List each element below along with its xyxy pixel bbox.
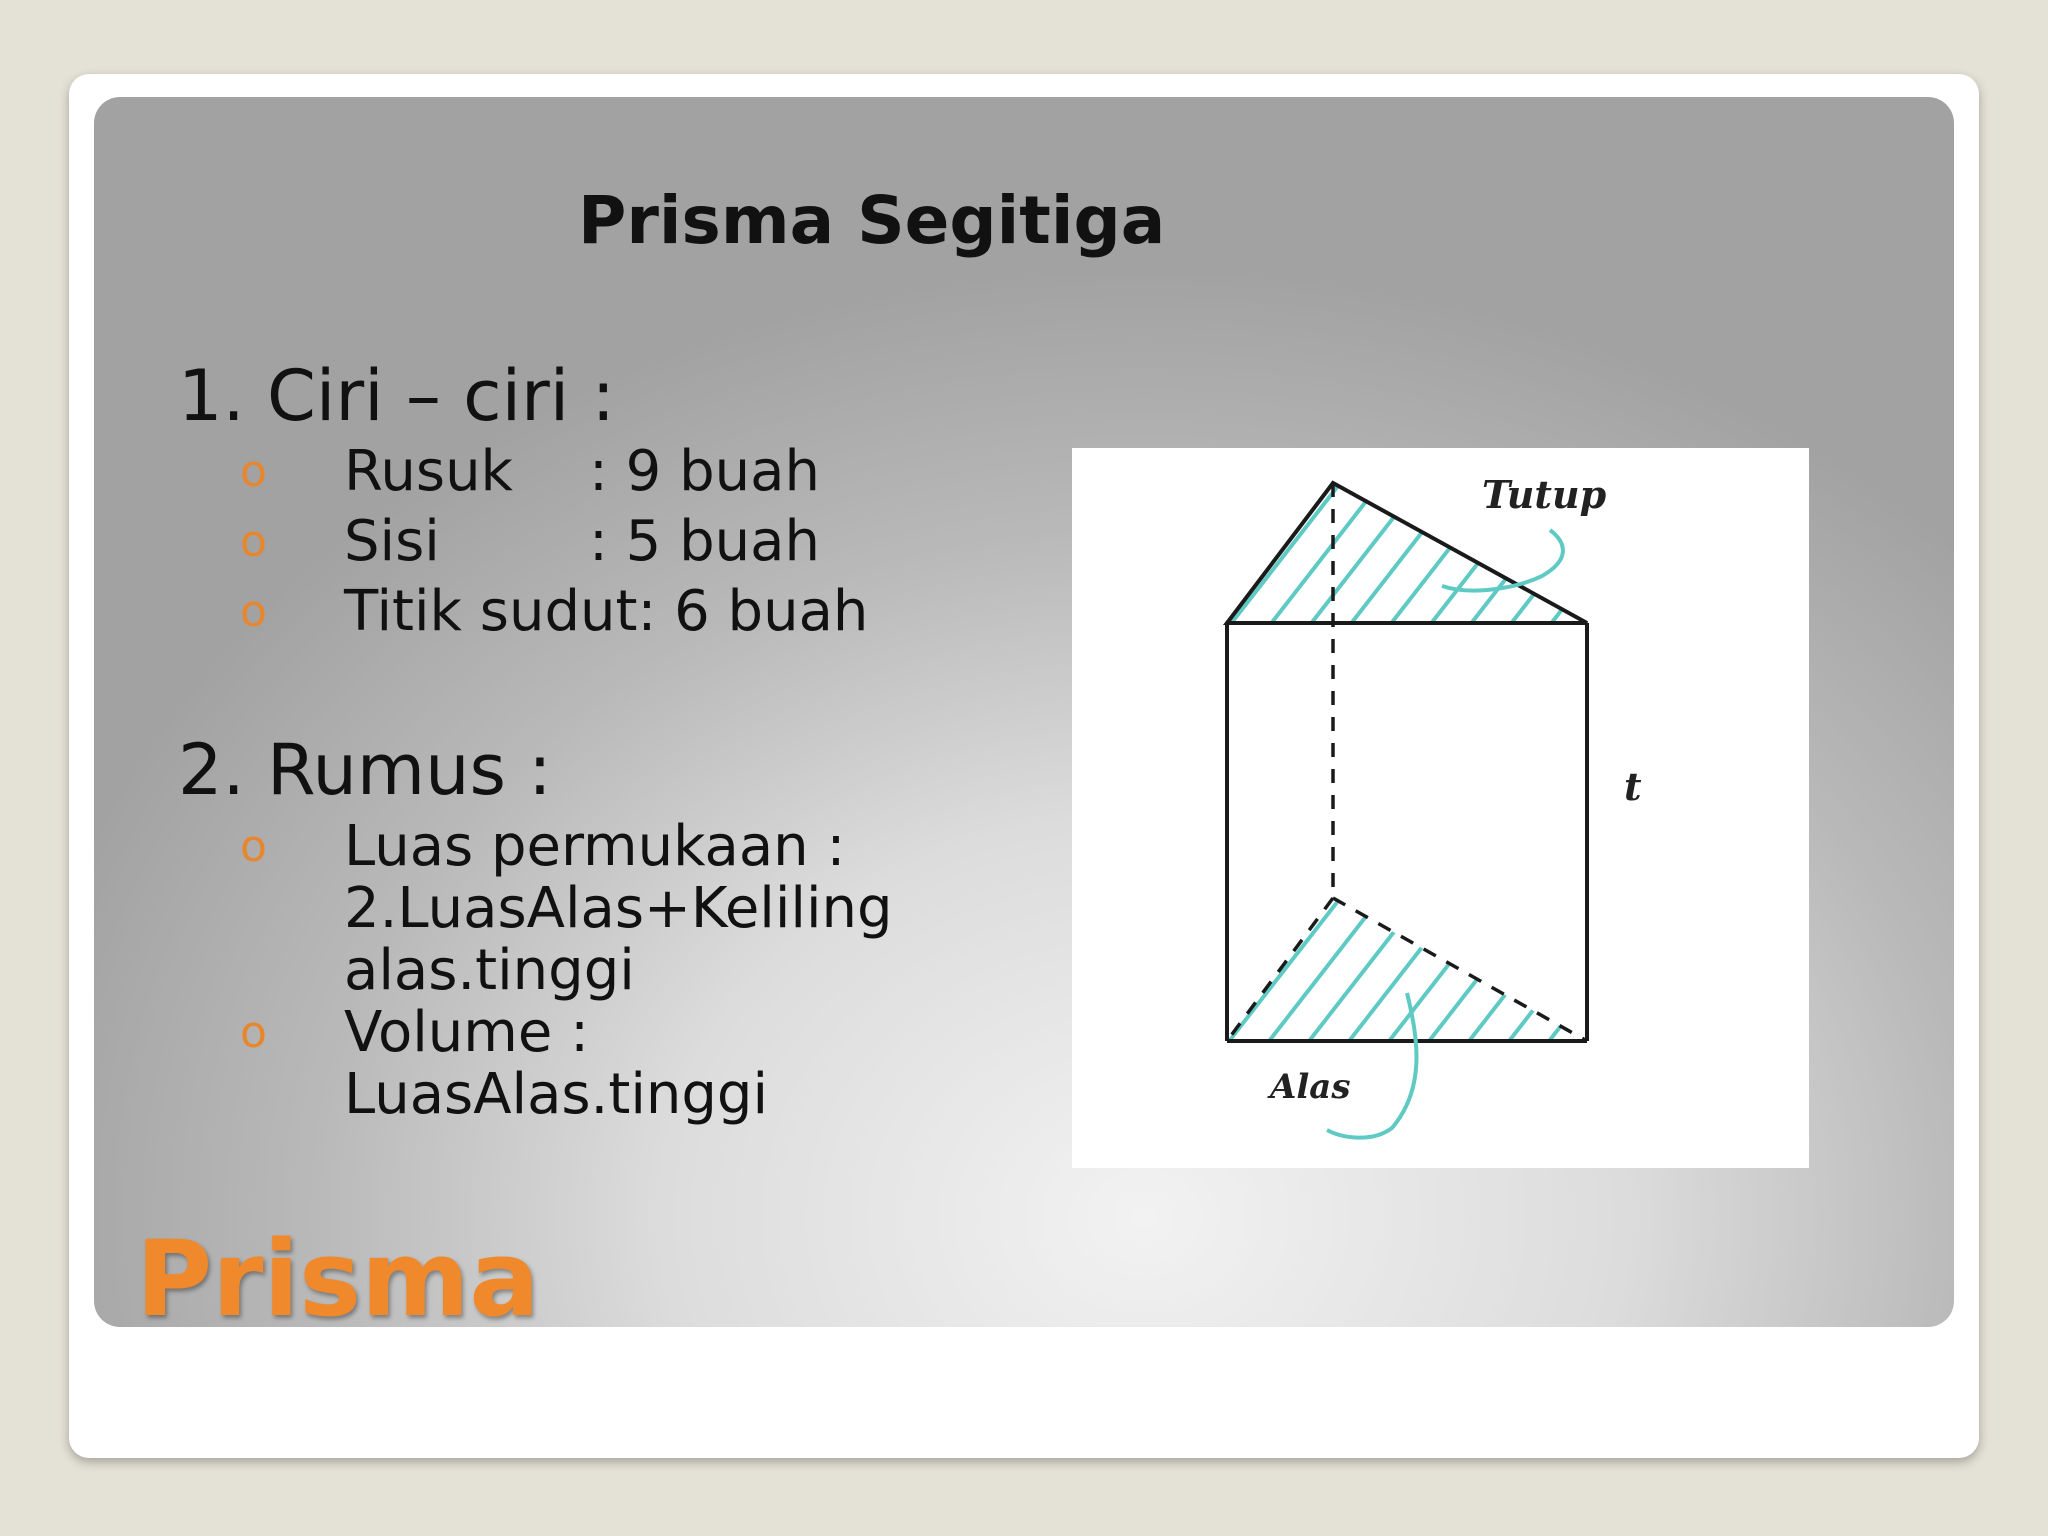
- item-value: : 5 buah: [589, 509, 820, 574]
- bullet-circle-icon: o: [240, 1007, 267, 1058]
- section-heading-formulas: 2. Rumus :: [178, 729, 552, 811]
- list-item-surface-area: [240, 816, 893, 1002]
- triangular-prism-figure: [1072, 448, 1809, 1168]
- list-item-vertices: [240, 581, 868, 651]
- list-item-faces: [240, 511, 868, 581]
- list-item-edges: [240, 441, 868, 511]
- triangular-prism-diagram: [1072, 448, 1809, 1168]
- item-label: Sisi: [344, 509, 440, 574]
- prism-edges: [1227, 483, 1587, 1041]
- bullet-circle-icon: o: [240, 446, 267, 497]
- slide-title: Prisma Segitiga: [578, 182, 1166, 259]
- base-face-label: Alas: [1270, 1067, 1351, 1107]
- formulas-list: [240, 816, 893, 1126]
- bullet-circle-icon: o: [240, 586, 267, 637]
- formula-line: Luas permukaan :: [344, 814, 846, 879]
- base-face-hatching: [1212, 883, 1672, 1063]
- item-label: Titik sudut: [344, 579, 638, 644]
- formula-line: Volume :: [344, 1000, 589, 1065]
- characteristics-list: [240, 441, 868, 651]
- formula-line: alas.tinggi: [344, 938, 635, 1003]
- item-label: Rusuk: [344, 439, 513, 504]
- formula-line: 2.LuasAlas+Keliling: [344, 876, 893, 941]
- hidden-edges: [1227, 483, 1587, 1041]
- list-item-volume: [240, 1002, 893, 1126]
- section-heading-characteristics: 1. Ciri – ciri :: [178, 355, 616, 437]
- item-value: : 6 buah: [637, 579, 869, 644]
- bullet-circle-icon: o: [240, 821, 267, 872]
- height-label: t: [1624, 764, 1642, 809]
- bullet-circle-icon: o: [240, 516, 267, 567]
- item-value: : 9 buah: [589, 439, 820, 504]
- section-tag: Prisma: [136, 1218, 540, 1340]
- formula-line: LuasAlas.tinggi: [344, 1062, 769, 1127]
- top-face-label: Tutup: [1482, 472, 1607, 517]
